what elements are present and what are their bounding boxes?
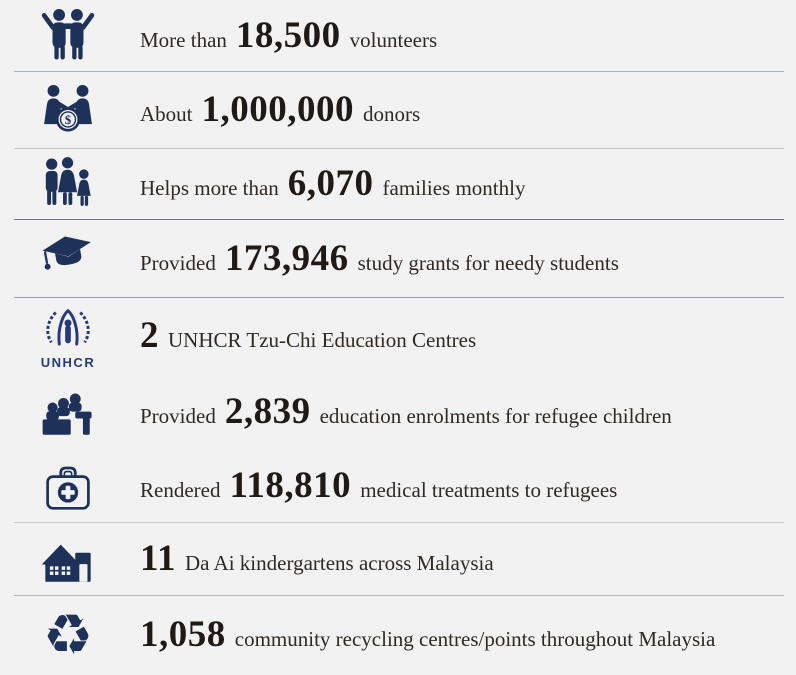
stat-number: 1,000,000 [201, 89, 354, 130]
stat-text [140, 165, 525, 204]
stat-row-families [0, 149, 796, 220]
stat-suffix: education enrolments for refugee children [319, 404, 672, 428]
stat-prefix: Rendered [140, 478, 221, 502]
stat-prefix: About [140, 102, 193, 126]
stat-row-education-enrolments [0, 375, 796, 450]
icon-cell [0, 6, 136, 66]
classroom-icon [37, 384, 99, 442]
stat-suffix: community recycling centres/points throughout Malaysia [234, 627, 716, 651]
unhcr-logo-icon [40, 305, 96, 355]
stat-text [140, 237, 619, 279]
stat-row-kindergartens [0, 523, 796, 596]
icon-cell [0, 458, 136, 516]
stat-row-unhcr-centres [0, 298, 796, 375]
stat-row-recycling-centres [0, 596, 796, 675]
stat-text [140, 540, 494, 579]
stat-text [140, 14, 438, 56]
stat-number: 18,500 [235, 14, 341, 56]
stat-suffix: Da Ai kindergartens across Malaysia [184, 551, 494, 575]
stat-suffix: medical treatments to refugees [360, 478, 618, 502]
icon-cell [0, 305, 136, 369]
graduation-cap-icon [36, 231, 100, 287]
family-icon [38, 156, 98, 214]
stat-row-donors [0, 72, 796, 149]
stat-text [140, 317, 476, 356]
stat-prefix: Helps more than [140, 176, 279, 200]
stat-number: 11 [140, 538, 176, 579]
stat-suffix: families monthly [382, 176, 526, 200]
stat-number: 2,839 [224, 391, 311, 432]
stat-number: 1,058 [140, 614, 226, 655]
stat-prefix: More than [140, 27, 227, 52]
stat-suffix: volunteers [349, 27, 438, 52]
icon-cell [0, 156, 136, 214]
stat-suffix: donors [363, 102, 421, 126]
icon-cell [0, 81, 136, 141]
icon-cell [0, 531, 136, 589]
stat-row-study-grants [0, 220, 796, 298]
stat-prefix: Provided [140, 404, 216, 428]
stat-text [140, 616, 715, 655]
stat-suffix: UNHCR Tzu-Chi Education Centres [168, 328, 477, 352]
stat-suffix: study grants for needy students [357, 250, 619, 275]
icon-cell [0, 384, 136, 442]
unhcr-logo-label: UNHCR [40, 354, 96, 370]
stat-number: 2 [140, 315, 159, 356]
icon-cell [0, 602, 136, 668]
donors-icon [37, 81, 99, 141]
dollar-symbol: $ [64, 112, 72, 127]
stat-row-volunteers [0, 0, 796, 72]
stat-text [140, 91, 420, 130]
stat-number: 6,070 [287, 163, 374, 204]
stat-text [140, 467, 617, 506]
kindergarten-icon [37, 531, 99, 589]
stat-text [140, 393, 672, 432]
stat-row-medical-treatments [0, 450, 796, 523]
stat-prefix: Provided [140, 250, 216, 275]
icon-cell [0, 231, 136, 287]
first-aid-kit-icon [38, 458, 98, 516]
stat-number: 118,810 [229, 465, 352, 506]
volunteers-icon [37, 6, 99, 66]
recycling-icon: ♻ [42, 602, 94, 668]
stat-number: 173,946 [224, 237, 349, 279]
